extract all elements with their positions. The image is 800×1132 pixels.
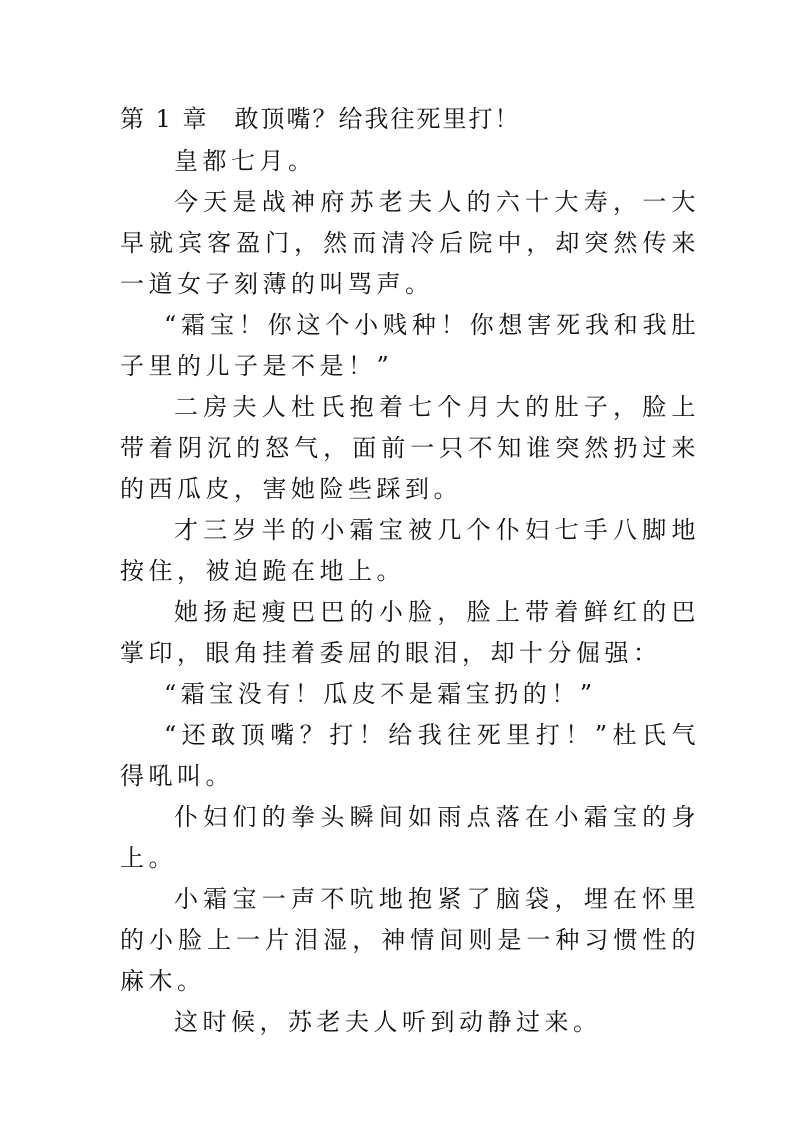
paragraph: 她扬起瘦巴巴的小脸，脸上带着鲜红的巴掌印，眼角挂着委屈的眼泪，却十分倔强：: [120, 598, 700, 667]
dialogue-paragraph: “霜宝！你这个小贱种！你想害死我和我肚子里的儿子是不是！”: [120, 311, 700, 380]
paragraph: 才三岁半的小霜宝被几个仆妇七手八脚地按住，被迫跪在地上。: [120, 516, 700, 585]
paragraph: 二房夫人杜氏抱着七个月大的肚子，脸上带着阴沉的怒气，面前一只不知谁突然扔过来的西瓜皮，害她险些踩到。: [120, 393, 700, 503]
chapter-title: 第 1 章 敢顶嘴？给我往死里打！: [120, 105, 521, 133]
dialogue-paragraph: “还敢顶嘴？打！给我往死里打！”杜氏气得吼叫。: [120, 721, 700, 790]
paragraph: 小霜宝一声不吭地抱紧了脑袋，埋在怀里的小脸上一片泪湿，神情间则是一种习惯性的麻木。: [120, 885, 700, 995]
document-page: [120, 97, 700, 1043]
paragraph: 皇都七月。: [174, 147, 317, 175]
dialogue-paragraph: “霜宝没有！瓜皮不是霜宝扔的！”: [164, 680, 597, 708]
paragraph: 仆妇们的拳头瞬间如雨点落在小霜宝的身上。: [120, 803, 700, 872]
paragraph: 今天是战神府苏老夫人的六十大寿，一大早就宾客盈门，然而清冷后院中，却突然传来一道女子刻薄的叫骂声。: [120, 188, 700, 298]
paragraph: 这时候，苏老夫人听到动静过来。: [174, 1008, 602, 1036]
